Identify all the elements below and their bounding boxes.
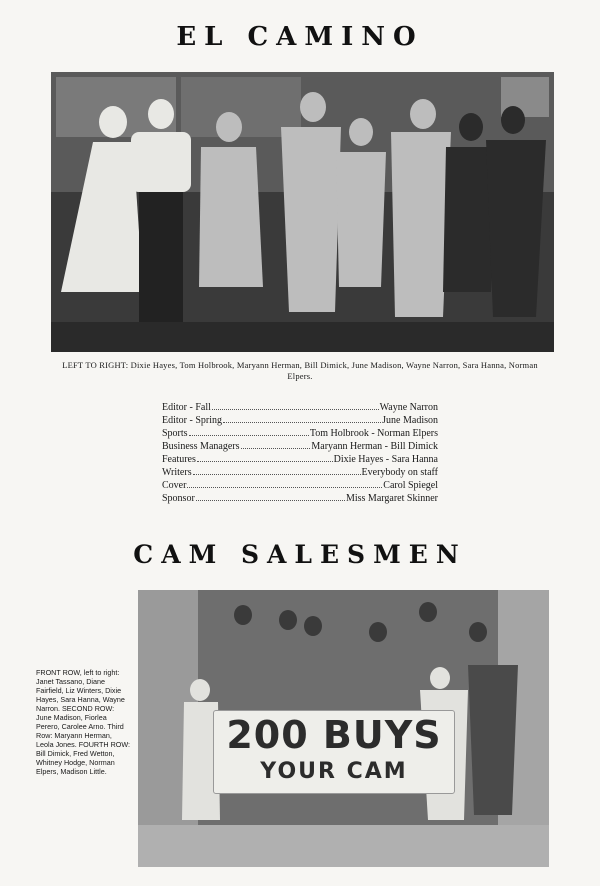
dot-leader: [212, 409, 379, 410]
staff-role: Cover: [162, 480, 187, 491]
banner-line-1: 200 BUYS: [226, 713, 442, 757]
dot-leader: [197, 461, 333, 462]
staff-name: Dixie Hayes - Sara Hanna: [333, 454, 438, 465]
staff-group-photo: [51, 72, 554, 352]
staff-name: Maryann Herman - Bill Dimick: [311, 441, 438, 452]
staff-row: [162, 480, 438, 493]
banner-sign: [213, 710, 455, 794]
staff-name: Everybody on staff: [361, 467, 438, 478]
dot-leader: [193, 474, 361, 475]
staff-role: Features: [162, 454, 196, 465]
staff-row: [162, 454, 438, 467]
staff-name: Tom Holbrook - Norman Elpers: [309, 428, 438, 439]
salesmen-photo-caption: FRONT ROW, left to right: Janet Tassano, Diane Fairfield, Liz Winters, Dixie Hayes, Sara Hanna, Wayne Narron. SECOND ROW: June Madison, Fiorlea Perero, Carolee Arno. Third Row: Maryann Herman, Leola Jones. FOURTH ROW: Bill Dimick, Fred Wetton, Whitney Hodge, Norman Elpers, Madison Little.: [36, 668, 130, 776]
dot-leader: [223, 422, 381, 423]
staff-row: [162, 428, 438, 441]
dot-leader: [196, 500, 345, 501]
dot-leader: [241, 448, 311, 449]
dot-leader: [189, 435, 309, 436]
staff-name: Miss Margaret Skinner: [345, 493, 438, 504]
staff-role: Editor - Spring: [162, 415, 222, 426]
banner-line-2: YOUR CAM: [260, 759, 408, 784]
dot-leader: [187, 487, 382, 488]
page-title-el-camino: EL CAMINO: [176, 22, 424, 52]
page-title-cam-salesmen: CAM SALESMEN: [133, 540, 467, 569]
staff-row: [162, 467, 438, 480]
staff-role: Sports: [162, 428, 188, 439]
staff-photo-figures: [51, 72, 554, 352]
staff-role: Business Managers: [162, 441, 240, 452]
staff-name: June Madison: [382, 415, 438, 426]
staff-photo-caption: LEFT TO RIGHT: Dixie Hayes, Tom Holbrook, Maryann Herman, Bill Dimick, June Madison, Wayne Narron, Sara Hanna, Norman Elpers.: [62, 360, 538, 381]
staff-name: Wayne Narron: [379, 402, 438, 413]
staff-role: Editor - Fall: [162, 402, 211, 413]
staff-list: [162, 402, 438, 506]
staff-row: [162, 493, 438, 506]
staff-role: Sponsor: [162, 493, 195, 504]
staff-row: [162, 402, 438, 415]
staff-row: [162, 415, 438, 428]
staff-name: Carol Spiegel: [383, 480, 438, 491]
salesmen-group-photo: [138, 590, 549, 867]
staff-row: [162, 441, 438, 454]
staff-role: Writers: [162, 467, 192, 478]
